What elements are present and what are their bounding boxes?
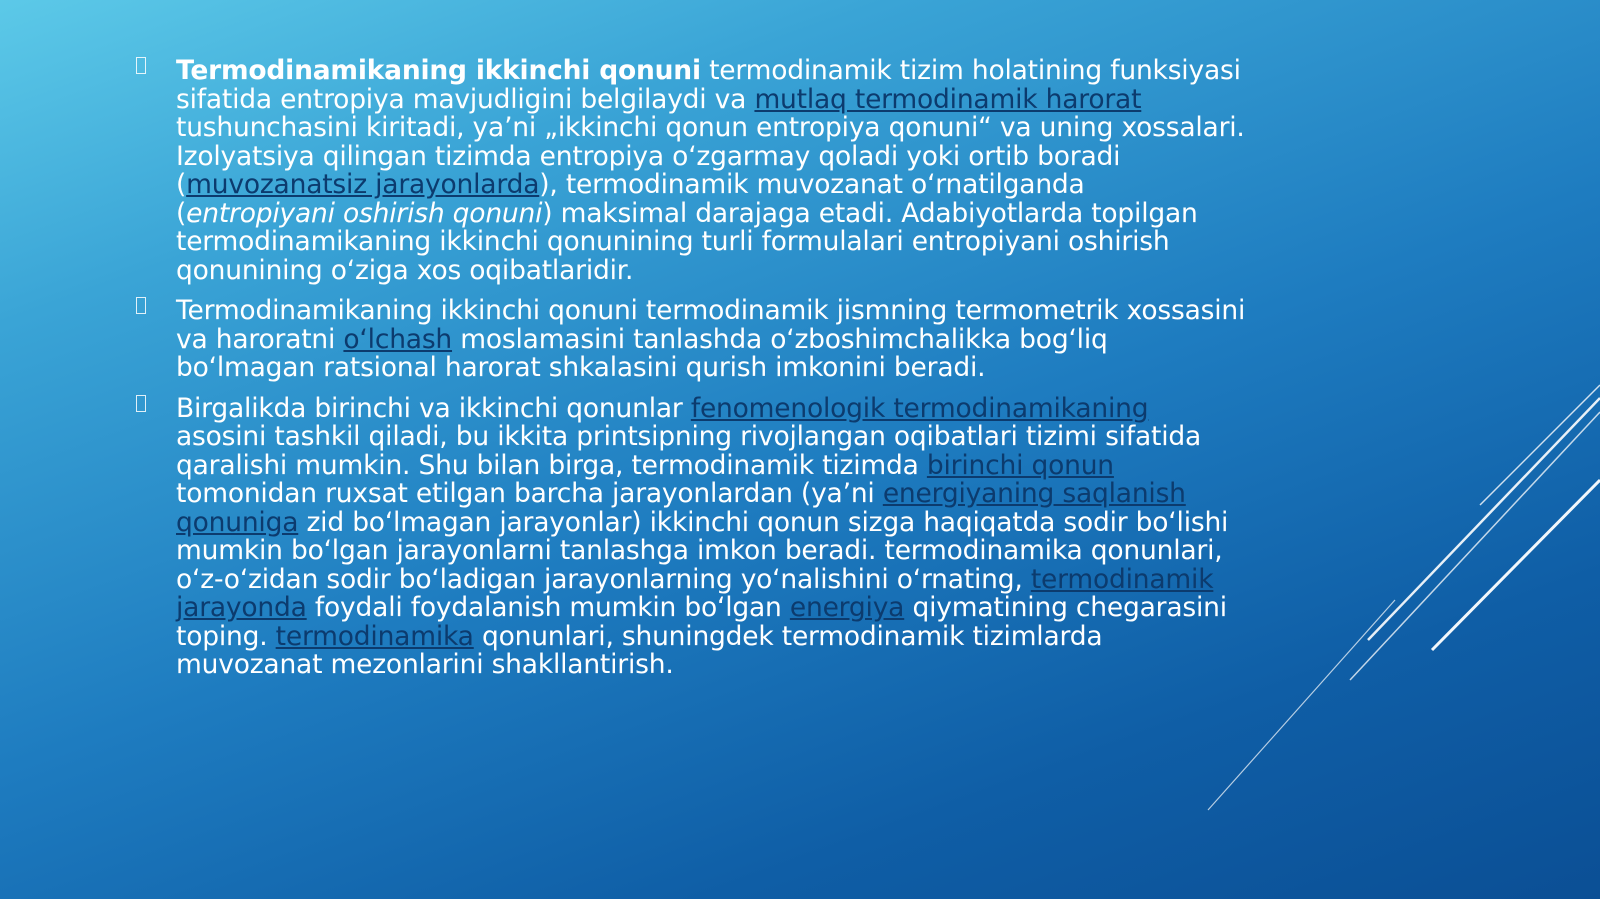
text-run: ), termodinamik muvozanat o‘rnatilganda ( (176, 169, 1085, 229)
deco-line (1350, 412, 1600, 680)
text-run: Birgalikda birinchi va ikkinchi qonunlar (176, 392, 691, 424)
hyperlink[interactable]: termodinamika (275, 620, 474, 652)
bullet-text (176, 393, 1228, 681)
hyperlink[interactable]: o‘lchash (343, 323, 453, 355)
bullet-item (136, 57, 1246, 285)
hyperlink[interactable]: mutlaq termodinamik harorat (754, 83, 1142, 115)
text-run: moslamasini tanlashda o‘zboshimchalikka bog‘liq bo‘lmagan ratsional harorat shkalasini qurish imkonini beradi. (176, 323, 1108, 383)
text-run: foydali foydalanish mumkin bo‘lgan (306, 592, 790, 623)
hyperlink[interactable]: termodinamik jarayonda (176, 563, 1214, 623)
text-run: ) maksimal darajaga etadi. Adabiyotlarda topilgan termodinamikaning ikkinchi qonunining turli formulalari entropiyani oshirish qonunining o‘ziga xos oqibatlaridir. (176, 197, 1198, 286)
text-run: termodinamik tizim holatining funksiyasi sifatida entropiya mavjudligini belgilaydi va (176, 55, 1241, 115)
bullet-item (136, 392, 1246, 680)
deco-line (1368, 398, 1600, 640)
bullet-icon (136, 395, 146, 412)
hyperlink[interactable]: muvozanatsiz jarayonlarda (186, 169, 540, 200)
bullet-text (176, 295, 1245, 383)
text-run: Termodinamikaning ikkinchi qonuni termodinamik jismning termometrik xossasini va haroratni (176, 295, 1246, 355)
text-run: tomonidan ruxsat etilgan barcha jarayonlardan (ya’ni (176, 478, 883, 509)
text-run: zid bo‘lmagan jarayonlar) ikkinchi qonun sizga haqiqatda sodir bo‘lishi mumkin bo‘lgan jarayonlarni tanlashga imkon beradi. termodinamika qonunlari, o‘z-o‘zidan sodir bo‘ladigan jarayonlarning yo‘nalishini o‘rnating, (176, 506, 1229, 595)
hyperlink[interactable]: energiya (789, 592, 905, 623)
bold-term: Termodinamikaning ikkinchi qonuni (176, 55, 701, 86)
italic-term: entropiyani oshirish qonuni (186, 197, 543, 229)
bullet-item (136, 297, 1246, 383)
bullet-text (176, 55, 1245, 286)
hyperlink[interactable]: birinchi qonun (926, 449, 1114, 481)
deco-line (1480, 385, 1600, 505)
text-run: qonunlari, shuningdek termodinamik tizimlarda muvozanat mezonlarini shakllantirish. (176, 620, 1103, 680)
text-run: tushunchasini kiritadi, ya’ni „ikkinchi qonun entropiya qonuni“ va uning xossalari. Izolyatsiya qilingan tizimda entropiya o‘zgarmay qoladi yoki ortib boradi ( (176, 112, 1245, 200)
bullet-icon (136, 57, 146, 74)
bullet-icon (136, 297, 146, 314)
hyperlink[interactable]: fenomenologik termodinamikaning (690, 392, 1149, 424)
hyperlink[interactable]: energiyaning saqlanish qonuniga (176, 478, 1186, 538)
text-run: qiymatining chegarasini toping. (176, 592, 1227, 652)
bullet-list (136, 57, 1246, 692)
text-run: asosini tashkil qiladi, bu ikkita printsipning rivojlangan oqibatlari tizimi sifatida qaralishi mumkin. Shu bilan birga, termodinamik tizimda (176, 421, 1202, 481)
